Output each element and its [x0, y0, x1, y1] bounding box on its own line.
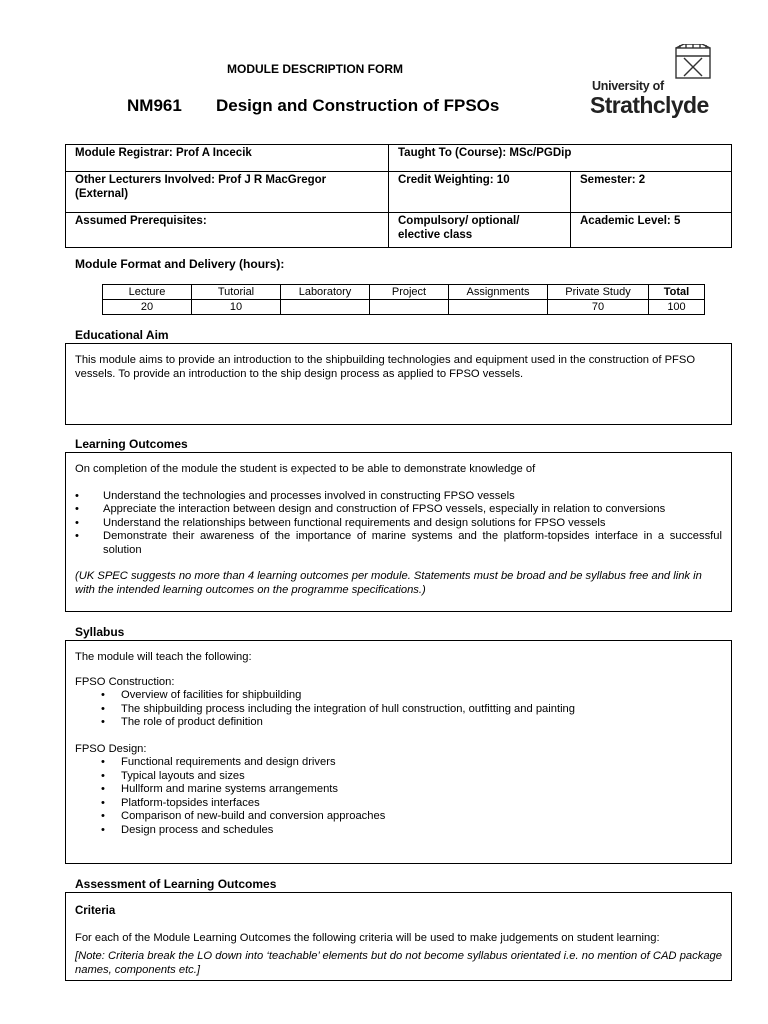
crest-icon	[672, 44, 714, 84]
hours-value: 10	[192, 300, 281, 315]
assessment-box	[65, 892, 732, 981]
registrar-cell: Module Registrar: Prof A Incecik	[66, 145, 389, 172]
university-logo	[590, 44, 720, 120]
syllabus-intro: The module will teach the following:	[75, 651, 252, 663]
criteria-title: Criteria	[75, 905, 116, 917]
outcomes-intro: On completion of the module the student is expected to be able to demonstrate knowledge of	[75, 463, 536, 475]
col-header: Project	[370, 285, 449, 300]
hours-value	[281, 300, 370, 315]
logo-university-of: University of	[592, 79, 664, 93]
list-item: • The shipbuilding process including the integration of hull construction, outfitting and painting	[101, 702, 576, 715]
design-title: FPSO Design:	[75, 742, 147, 755]
hours-value	[449, 300, 548, 315]
outcomes-list	[75, 490, 722, 558]
syllabus-heading: Syllabus	[75, 625, 125, 639]
list-item: • Understand the relationships between functional requirements and design solutions for FPSO vessels	[75, 516, 606, 529]
delivery-heading: Module Format and Delivery (hours):	[75, 257, 285, 271]
syllabus-box	[65, 640, 732, 864]
outcomes-box	[65, 452, 732, 612]
criteria-text: For each of the Module Learning Outcomes the following criteria will be used to make judgements on student learning:	[75, 931, 660, 944]
outcomes-note: (UK SPEC suggests no more than 4 learning outcomes per module. Statements must be broad and be syllabus free and link in with the intended learning outcomes on the programme specifications.)	[75, 570, 702, 596]
hours-value: 20	[103, 300, 192, 315]
module-code: NM961	[127, 96, 182, 115]
module-name: Design and Construction of FPSOs	[216, 96, 500, 115]
aim-text: This module aims to provide an introduction to the shipbuilding technologies and equipment used in the construction of PFSO vessels. To provide an introduction to the ship design process as applied to FPSO vessels.	[75, 354, 696, 380]
list-item: • Overview of facilities for shipbuilding	[101, 689, 302, 701]
list-item: • Platform-topsides interfaces	[101, 796, 260, 809]
list-item: • Typical layouts and sizes	[101, 769, 245, 782]
module-info-table	[65, 144, 732, 248]
list-item: • The role of product definition	[101, 716, 263, 728]
list-item: • Hullform and marine systems arrangements	[101, 783, 338, 795]
criteria-note: [Note: Criteria break the LO down into ‘teachable’ elements but do not become syllabus orientated i.e. no mention of CAD package names, components etc.]	[75, 950, 722, 976]
prerequisites-cell: Assumed Prerequisites:	[66, 213, 389, 248]
col-header: Lecture	[103, 285, 192, 300]
list-item: • Understand the technologies and processes involved in constructing FPSO vessels	[75, 489, 515, 502]
col-header: Tutorial	[192, 285, 281, 300]
list-item: • Appreciate the interaction between design and construction of FPSO vessels, especially in relation to conversions	[75, 503, 666, 515]
aim-box	[65, 343, 732, 425]
col-header: Private Study	[548, 285, 649, 300]
design-list	[75, 756, 722, 837]
academic-level-cell: Academic Level: 5	[571, 213, 732, 248]
col-header-total: Total	[649, 285, 705, 300]
semester-cell: Semester: 2	[571, 172, 732, 213]
list-item: • Comparison of new-build and conversion approaches	[101, 810, 386, 822]
list-item: • Design process and schedules	[101, 823, 274, 836]
construction-title: FPSO Construction:	[75, 675, 175, 688]
delivery-hours-table	[102, 284, 705, 315]
col-header: Assignments	[449, 285, 548, 300]
assessment-heading: Assessment of Learning Outcomes	[75, 877, 277, 891]
class-type-cell: Compulsory/ optional/ elective class	[389, 213, 571, 248]
hours-value-total: 100	[649, 300, 705, 315]
credit-cell: Credit Weighting: 10	[389, 172, 571, 213]
form-title: MODULE DESCRIPTION FORM	[227, 62, 403, 76]
hours-value	[370, 300, 449, 315]
aim-heading: Educational Aim	[75, 328, 169, 342]
construction-list	[75, 689, 722, 730]
list-item: • Demonstrate their awareness of the importance of marine systems and the platform-topsides interface in a successful solution	[75, 530, 722, 556]
col-header: Laboratory	[281, 285, 370, 300]
taught-to-cell: Taught To (Course): MSc/PGDip	[389, 145, 732, 172]
logo-strathclyde: Strathclyde	[590, 92, 709, 118]
hours-value: 70	[548, 300, 649, 315]
outcomes-heading: Learning Outcomes	[75, 437, 188, 451]
lecturers-cell: Other Lecturers Involved: Prof J R MacGregor (External)	[66, 172, 389, 213]
list-item: • Functional requirements and design drivers	[101, 756, 336, 768]
